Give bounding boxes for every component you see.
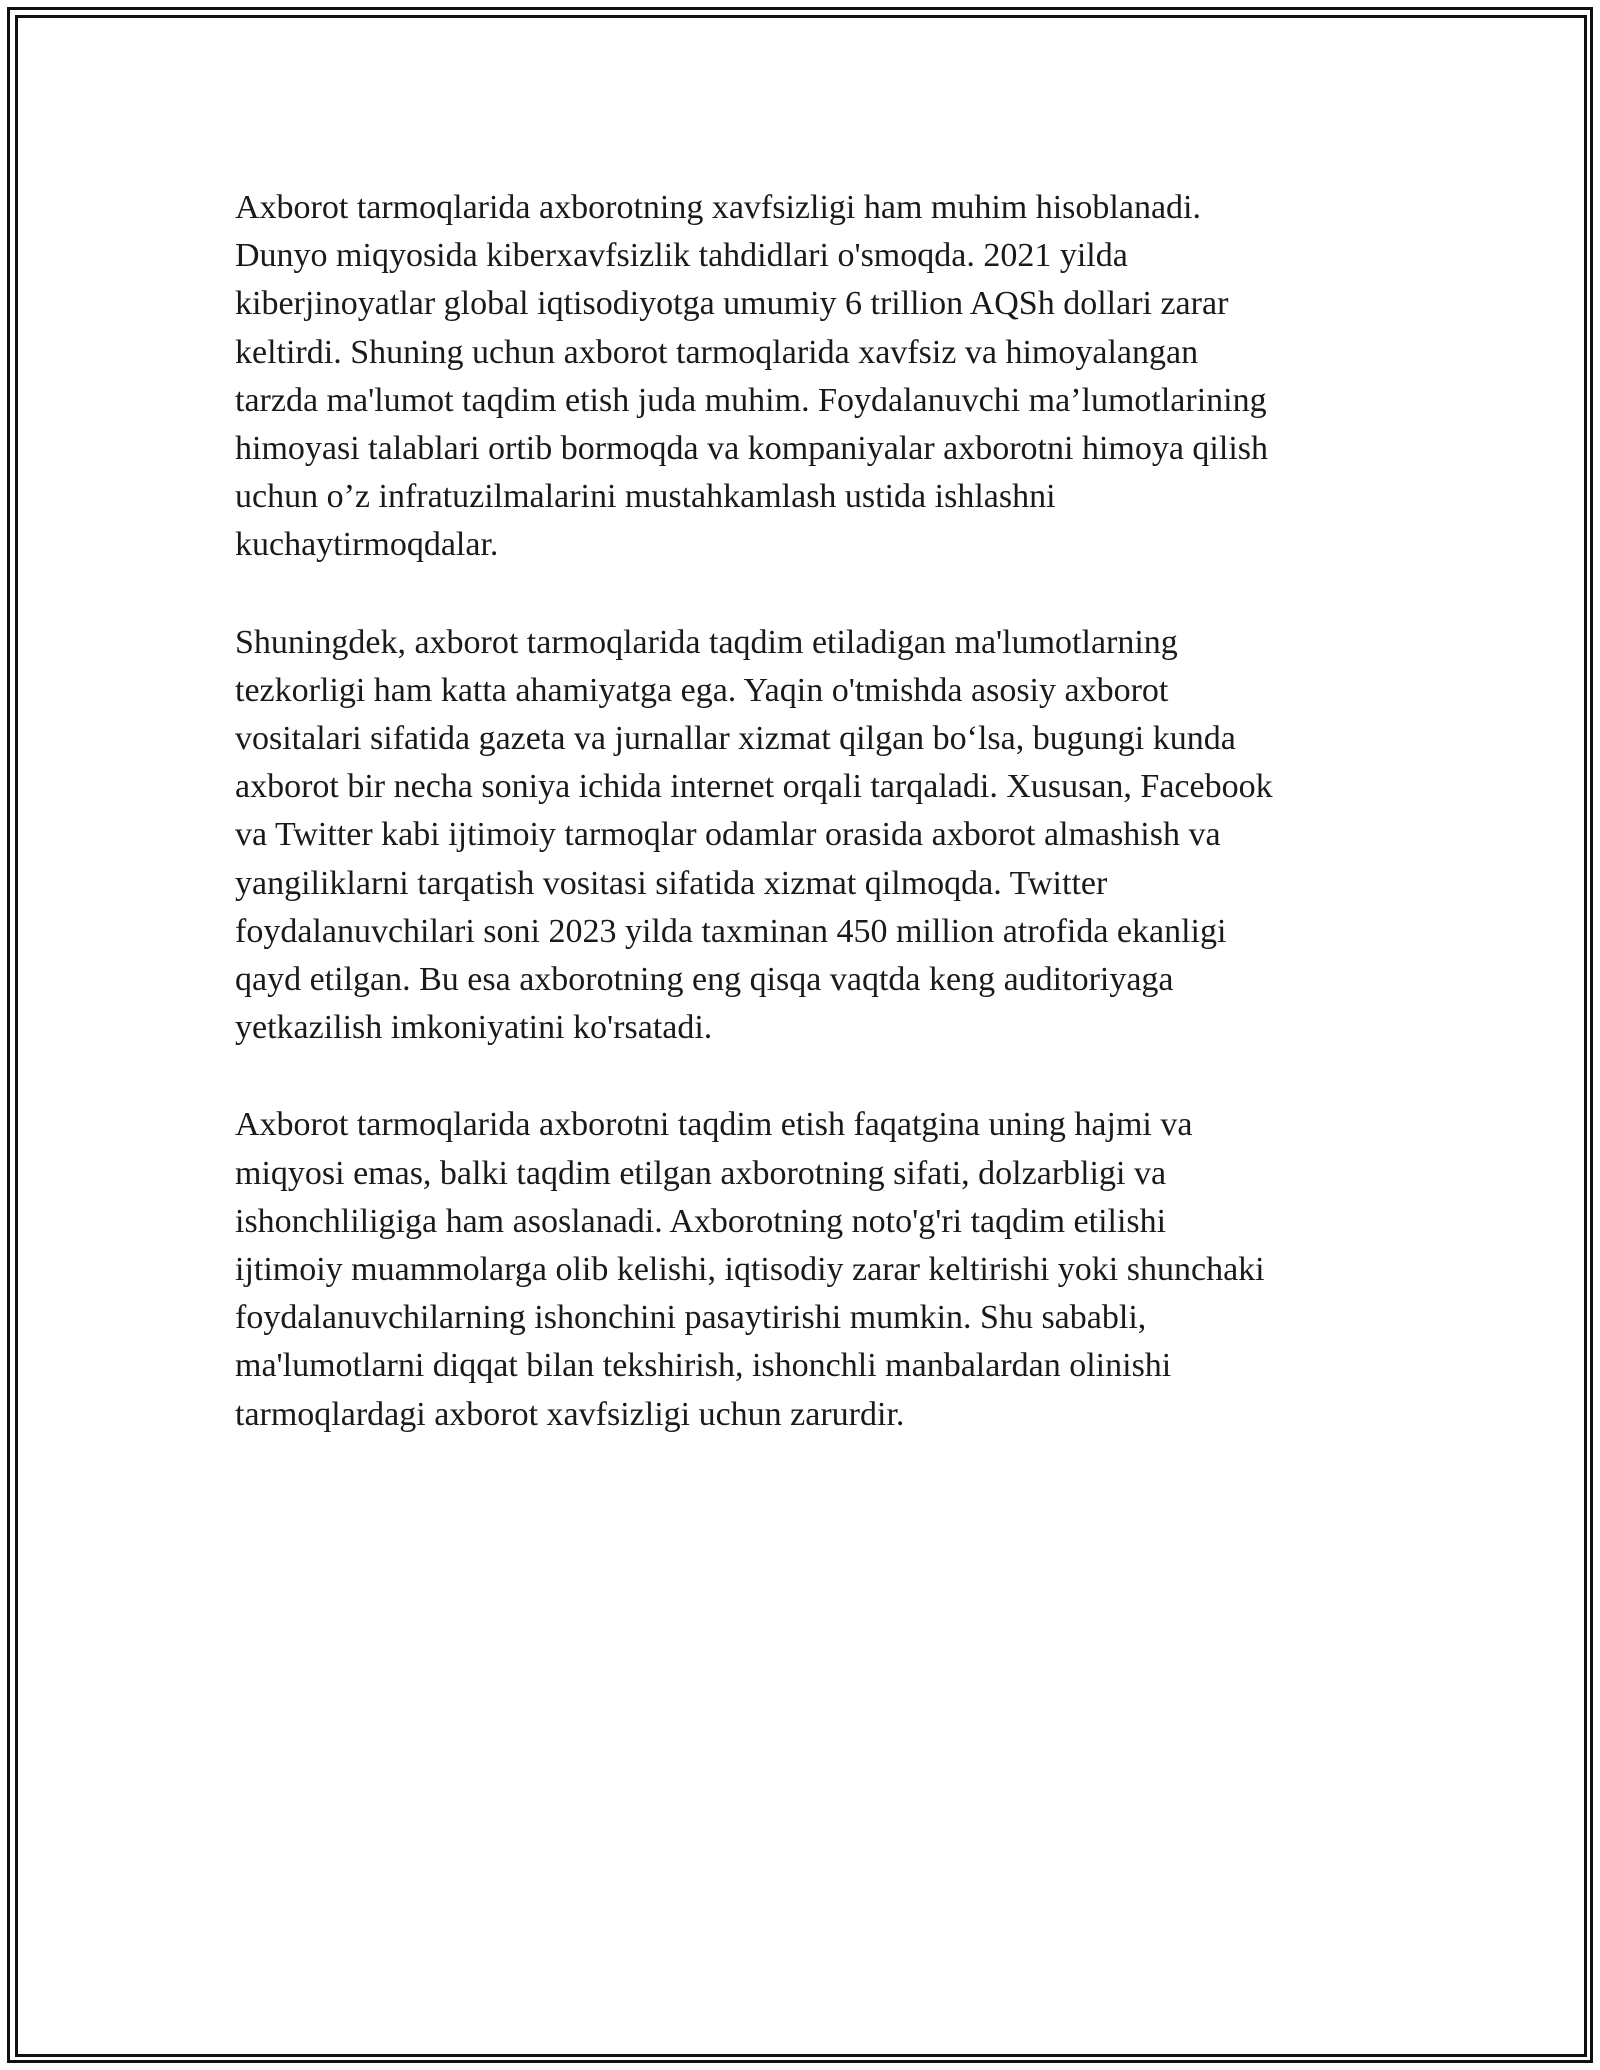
text-line: foydalanuvchilari soni 2023 yilda taxminan 450 million atrofida ekanligi — [235, 912, 1227, 950]
text-line: foydalanuvchilarning ishonchini pasaytirishi mumkin. Shu sababli, — [235, 1299, 1147, 1337]
text-line: Dunyo miqyosida kiberxavfsizlik tahdidlari o'smoqda. 2021 yilda — [235, 237, 1128, 275]
text-line: miqyosi emas, balki taqdim etilgan axborotning sifati, dolzarbligi va — [235, 1154, 1167, 1192]
text-line: keltirdi. Shuning uchun axborot tarmoqlarida xavfsiz va himoyalangan — [235, 333, 1199, 371]
text-line: Axborot tarmoqlarida axborotning xavfsizligi ham muhim hisoblanadi. — [235, 189, 1201, 226]
text-line: vositalari sifatida gazeta va jurnallar xizmat qilgan bo‘lsa, bugungi kunda — [235, 720, 1236, 758]
text-line: axborot bir necha soniya ichida internet orqali tarqaladi. Xususan, Facebook — [235, 768, 1273, 806]
text-line: himoyasi talablari ortib bormoqda va kompaniyalar axborotni himoya qilish — [235, 430, 1268, 468]
paragraph-3 — [235, 1101, 1365, 1438]
text-line: ma'lumotlarni diqqat bilan tekshirish, ishonchli manbalardan olinishi — [235, 1347, 1172, 1385]
text-line: kuchaytirmoqdalar. — [235, 526, 499, 564]
text-line: ijtimoiy muammolarga olib kelishi, iqtisodiy zarar keltirishi yoki shunchaki — [235, 1251, 1265, 1289]
text-line: yangiliklarni tarqatish vositasi sifatida xizmat qilmoqda. Twitter — [235, 864, 1108, 902]
text-line: qayd etilgan. Bu esa axborotning eng qisqa vaqtda keng auditoriyaga — [235, 961, 1174, 999]
document-body — [235, 184, 1365, 1488]
text-line: kiberjinoyatlar global iqtisodiyotga umumiy 6 trillion AQSh dollari zarar — [235, 285, 1229, 323]
paragraph-2 — [235, 619, 1365, 1053]
paragraph-1 — [235, 184, 1365, 570]
text-line: Axborot tarmoqlarida axborotni taqdim etish faqatgina uning hajmi va — [235, 1106, 1193, 1144]
text-line: tarzda ma'lumot taqdim etish juda muhim. Foydalanuvchi ma’lumotlarining — [235, 381, 1267, 419]
text-line: ishonchliligiga ham asoslanadi. Axborotning noto'g'ri taqdim etilishi — [235, 1202, 1167, 1240]
text-line: yetkazilish imkoniyatini ko'rsatadi. — [235, 1009, 713, 1047]
text-line: tarmoqlardagi axborot xavfsizligi uchun zarurdir. — [235, 1395, 905, 1433]
text-line: va Twitter kabi ijtimoiy tarmoqlar odamlar orasida axborot almashish va — [235, 816, 1221, 854]
text-line: uchun o’z infratuzilmalarini mustahkamlash ustida ishlashni — [235, 478, 1056, 516]
text-line: Shuningdek, axborot tarmoqlarida taqdim etiladigan ma'lumotlarning — [235, 623, 1178, 661]
text-line: tezkorligi ham katta ahamiyatga ega. Yaqin o'tmishda asosiy axborot — [235, 671, 1169, 709]
